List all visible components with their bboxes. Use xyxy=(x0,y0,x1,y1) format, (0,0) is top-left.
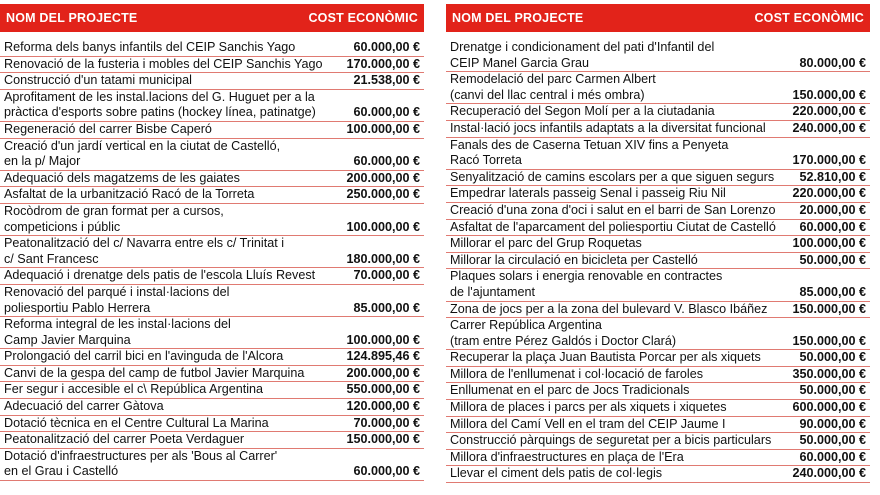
table-row xyxy=(446,104,870,121)
table-row xyxy=(0,399,424,416)
header-cost: COST ECONÒMIC xyxy=(754,11,864,25)
project-name-line: Dotació tècnica en el Centre Cultural La Marina xyxy=(4,415,269,430)
project-name xyxy=(4,449,353,480)
table-row xyxy=(446,269,870,301)
project-cost: 150.000,00 € xyxy=(792,87,866,102)
project-name-line: Senyalització de camins escolars per a que siguen segurs xyxy=(450,169,775,184)
project-name-line: Enllumenat en el parc de Jocs Tradicionals xyxy=(450,383,690,398)
project-name xyxy=(450,367,792,383)
project-name xyxy=(4,122,346,138)
table-row xyxy=(0,139,424,171)
table-row xyxy=(446,121,870,138)
project-name-line: Instal·lació jocs infantils adaptats a la diversitat funcional xyxy=(450,120,766,135)
project-name-line: Millora de l'enllumenat i col·locació de faroles xyxy=(450,366,704,381)
project-name-line: en el Grau i Castelló xyxy=(4,464,119,479)
project-name-line: Asfaltat de l'aparcament del poliesportiu Ciutat de Castelló xyxy=(450,219,776,234)
project-name xyxy=(4,399,346,415)
table-row xyxy=(446,236,870,253)
project-name xyxy=(4,268,353,284)
table-header xyxy=(446,4,870,32)
project-cost: 150.000,00 € xyxy=(792,301,866,316)
project-name xyxy=(450,186,792,202)
table-row xyxy=(0,432,424,449)
project-cost: 80.000,00 € xyxy=(799,55,866,70)
project-cost: 250.000,00 € xyxy=(346,187,420,202)
table-body xyxy=(0,40,424,481)
header-project-name: NOM DEL PROJECTE xyxy=(6,11,138,25)
project-cost: 550.000,00 € xyxy=(346,382,420,397)
project-name-line: Millorar el parc del Grup Roquetas xyxy=(450,236,642,251)
project-name-line: Dotació d'infraestructures per als 'Bous al Carrer' xyxy=(4,448,278,463)
table-row xyxy=(0,416,424,433)
table-row xyxy=(446,433,870,450)
project-cost: 350.000,00 € xyxy=(792,366,866,381)
table-row xyxy=(0,57,424,74)
project-name-line: en la p/ Major xyxy=(4,154,81,169)
table-row xyxy=(0,187,424,204)
project-name xyxy=(4,432,346,448)
project-name xyxy=(4,73,353,89)
table-row xyxy=(446,400,870,417)
project-name-line: Renovació de la fusteria i mobles del CEIP Sanchis Yago xyxy=(4,56,323,71)
project-name-line: Creació d'un jardí vertical en la ciutat de Castelló, xyxy=(4,138,281,153)
table-row xyxy=(446,318,870,350)
project-name-line: Llevar el ciment dels patis de col·legis xyxy=(450,466,663,481)
project-name xyxy=(4,57,346,73)
project-name xyxy=(450,72,792,103)
table-row xyxy=(446,220,870,237)
project-name-line: Construcció d'un tatami municipal xyxy=(4,73,192,88)
project-name xyxy=(450,350,799,366)
table-row xyxy=(446,302,870,319)
project-name xyxy=(450,104,792,120)
project-name-line: Adecuació del carrer Gàtova xyxy=(4,399,164,414)
project-cost: 150.000,00 € xyxy=(792,333,866,348)
project-name xyxy=(4,382,346,398)
project-name xyxy=(450,433,799,449)
project-name xyxy=(4,204,346,235)
project-name xyxy=(4,187,346,203)
project-cost: 90.000,00 € xyxy=(799,416,866,431)
project-name-line: Creació d'una zona d'oci i salut en el barri de San Lorenzo xyxy=(450,202,776,217)
project-cost: 240.000,00 € xyxy=(792,466,866,481)
table-row xyxy=(446,417,870,434)
project-cost: 170.000,00 € xyxy=(792,153,866,168)
project-name-line: Racó Torreta xyxy=(450,153,522,168)
project-name-line: pràctica d'esports sobre patins (hockey línea, patinatge) xyxy=(4,105,316,120)
table-header xyxy=(0,4,424,32)
table-row xyxy=(0,449,424,481)
project-name xyxy=(450,302,792,318)
project-name-line: Rocòdrom de gran format per a cursos, xyxy=(4,203,224,218)
table-row xyxy=(446,466,870,483)
table-row xyxy=(0,236,424,268)
project-name xyxy=(450,138,792,169)
project-cost: 200.000,00 € xyxy=(346,170,420,185)
project-name xyxy=(4,349,346,365)
project-name xyxy=(4,90,353,121)
header-project-name: NOM DEL PROJECTE xyxy=(452,11,584,25)
project-name-line: Recuperació del Segon Molí per a la ciutadania xyxy=(450,104,715,119)
project-cost: 200.000,00 € xyxy=(346,365,420,380)
project-name xyxy=(4,366,346,382)
project-cost: 85.000,00 € xyxy=(353,300,420,315)
table-row xyxy=(0,171,424,188)
project-name-line: Construcció pàrquings de seguretat per a bicis particulars xyxy=(450,433,772,448)
project-name xyxy=(450,383,799,399)
table-row xyxy=(446,138,870,170)
project-name-line: Adequació i drenatge dels patis de l'escola Lluís Revest xyxy=(4,268,316,283)
project-name xyxy=(450,318,792,349)
project-name xyxy=(450,203,799,219)
project-name-line: competicions i públic xyxy=(4,219,121,234)
project-name xyxy=(4,285,353,316)
project-name xyxy=(450,417,799,433)
project-cost: 600.000,00 € xyxy=(792,400,866,415)
project-name-line: Prolongació del carril bici en l'avinguda de l'Alcora xyxy=(4,349,284,364)
project-name xyxy=(450,400,792,416)
project-name xyxy=(4,416,353,432)
project-name-line: Fanals des de Caserna Tetuan XIV fins a Penyeta xyxy=(450,137,729,152)
project-name xyxy=(4,171,346,187)
project-cost: 52.810,00 € xyxy=(799,169,866,184)
table-row xyxy=(446,253,870,270)
table-row xyxy=(0,366,424,383)
header-cost: COST ECONÒMIC xyxy=(308,11,418,25)
table-row xyxy=(446,72,870,104)
project-name-line: CEIP Manel Garcia Grau xyxy=(450,55,590,70)
project-name-line: de l'ajuntament xyxy=(450,284,536,299)
table-row xyxy=(446,367,870,384)
project-cost: 60.000,00 € xyxy=(353,40,420,54)
project-cost: 170.000,00 € xyxy=(346,56,420,71)
project-cost: 21.538,00 € xyxy=(353,73,420,88)
project-name-line: Reforma integral de les instal·lacions del xyxy=(4,317,231,332)
table-body xyxy=(446,40,870,483)
table-row xyxy=(0,285,424,317)
project-name-line: poliesportiu Pablo Herrera xyxy=(4,300,151,315)
project-name xyxy=(450,253,799,269)
project-name-line: c/ Sant Francesc xyxy=(4,251,99,266)
table-row xyxy=(0,382,424,399)
table-row xyxy=(446,350,870,367)
table-row xyxy=(446,170,870,187)
project-name-line: Asfaltat de la urbanització Racó de la Torreta xyxy=(4,187,255,202)
projects-table-right xyxy=(446,4,870,483)
project-name-line: Reforma dels banys infantils del CEIP Sanchis Yago xyxy=(4,40,296,54)
table-row xyxy=(446,186,870,203)
project-name-line: Plaques solars i energia renovable en contractes xyxy=(450,269,723,284)
project-name-line: Regeneració del carrer Bisbe Caperó xyxy=(4,121,212,136)
project-cost: 100.000,00 € xyxy=(346,332,420,347)
table-row xyxy=(0,122,424,139)
project-cost: 60.000,00 € xyxy=(353,464,420,479)
project-cost: 100.000,00 € xyxy=(346,219,420,234)
project-name-line: Carrer República Argentina xyxy=(450,318,602,333)
project-name-line: Aprofitament de les instal.lacions del G. Huguet per a la xyxy=(4,89,315,104)
project-name-line: Peatonalització del c/ Navarra entre els c/ Trinitat i xyxy=(4,236,284,251)
table-row xyxy=(0,73,424,90)
project-name xyxy=(450,220,799,236)
project-name xyxy=(450,40,799,71)
project-name-line: Canvi de la gespa del camp de futbol Javier Marquina xyxy=(4,365,305,380)
project-name xyxy=(4,236,346,267)
project-name-line: Peatonalització del carrer Poeta Verdaguer xyxy=(4,432,245,447)
project-cost: 50.000,00 € xyxy=(799,383,866,398)
project-name-line: Recuperar la plaça Juan Bautista Porcar per als xiquets xyxy=(450,350,761,365)
project-cost: 120.000,00 € xyxy=(346,399,420,414)
table-row xyxy=(446,450,870,467)
project-name xyxy=(450,236,792,252)
project-cost: 20.000,00 € xyxy=(799,202,866,217)
project-name xyxy=(450,450,799,466)
project-cost: 85.000,00 € xyxy=(799,284,866,299)
project-name-line: Fer segur i accesible el c\ República Argentina xyxy=(4,382,264,397)
project-name-line: (canvi del llac central i més ombra) xyxy=(450,87,645,102)
project-cost: 240.000,00 € xyxy=(792,120,866,135)
project-cost: 220.000,00 € xyxy=(792,104,866,119)
projects-table-left xyxy=(0,4,424,481)
table-row xyxy=(446,40,870,72)
project-name xyxy=(450,269,799,300)
project-cost: 60.000,00 € xyxy=(799,449,866,464)
project-name-line: (tram entre Pérez Galdós i Doctor Clará) xyxy=(450,333,677,348)
table-row xyxy=(446,203,870,220)
project-name-line: Millora d'infraestructures en plaça de l'Era xyxy=(450,449,684,464)
project-cost: 100.000,00 € xyxy=(792,236,866,251)
project-name-line: Drenatge i condicionament del pati d'Infantil del xyxy=(450,40,715,54)
project-cost: 50.000,00 € xyxy=(799,350,866,365)
project-name xyxy=(4,139,353,170)
table-row xyxy=(446,383,870,400)
table-row xyxy=(0,40,424,57)
project-name-line: Remodelació del parc Carmen Albert xyxy=(450,72,656,87)
project-cost: 70.000,00 € xyxy=(353,415,420,430)
project-name-line: Renovació del parqué i instal·lacions del xyxy=(4,284,230,299)
project-name-line: Empedrar laterals passeig Senal i passeig Riu Nil xyxy=(450,186,726,201)
project-name xyxy=(4,40,353,56)
project-cost: 100.000,00 € xyxy=(346,121,420,136)
project-name-line: Millora del Camí Vell en el tram del CEIP Jaume I xyxy=(450,416,726,431)
project-name-line: Camp Javier Marquina xyxy=(4,332,131,347)
project-cost: 150.000,00 € xyxy=(346,432,420,447)
project-name xyxy=(450,466,792,482)
project-name-line: Millorar la circulació en bicicleta per Castelló xyxy=(450,252,698,267)
project-name xyxy=(450,121,792,137)
project-cost: 180.000,00 € xyxy=(346,251,420,266)
project-cost: 50.000,00 € xyxy=(799,252,866,267)
table-row xyxy=(0,204,424,236)
project-cost: 60.000,00 € xyxy=(799,219,866,234)
project-name-line: Adequació dels magatzems de les gaiates xyxy=(4,170,240,185)
project-cost: 50.000,00 € xyxy=(799,433,866,448)
project-name-line: Zona de jocs per a la zona del bulevard V. Blasco Ibáñez xyxy=(450,301,768,316)
table-row xyxy=(0,349,424,366)
project-cost: 124.895,46 € xyxy=(346,349,420,364)
table-row xyxy=(0,90,424,122)
project-name xyxy=(450,170,799,186)
project-name-line: Millora de places i parcs per als xiquets i xiquetes xyxy=(450,400,727,415)
project-name xyxy=(4,317,346,348)
table-row xyxy=(0,317,424,349)
project-cost: 70.000,00 € xyxy=(353,268,420,283)
project-cost: 60.000,00 € xyxy=(353,105,420,120)
table-row xyxy=(0,268,424,285)
project-cost: 60.000,00 € xyxy=(353,154,420,169)
project-cost: 220.000,00 € xyxy=(792,186,866,201)
